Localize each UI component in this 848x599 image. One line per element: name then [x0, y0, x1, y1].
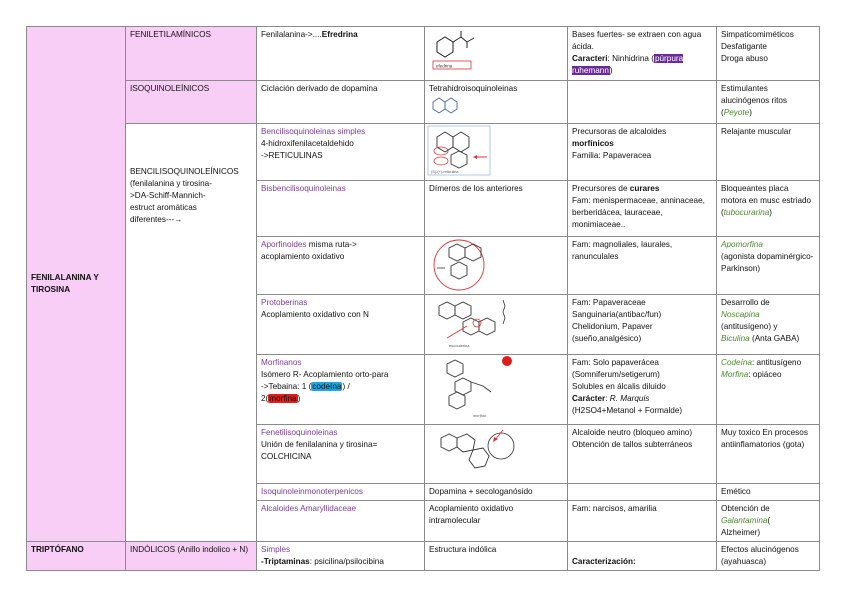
codeina-text: Codeína	[721, 358, 752, 367]
cell-structure	[425, 27, 568, 81]
origin-line: Isómero R- Acoplamiento orto-para	[261, 370, 389, 379]
subgroup-label: FENILETILAMÍNICOS	[130, 30, 211, 39]
cell-origin	[257, 237, 425, 295]
effect-2: Desfatigante	[721, 42, 767, 51]
efedrina-label: efedrina	[436, 63, 453, 69]
cell-structure	[425, 355, 568, 425]
cell-properties	[568, 181, 717, 237]
red-dot-icon	[502, 356, 512, 366]
origin-line: COLCHICINA	[261, 452, 312, 461]
tubocurarina-text: tubocurarina	[723, 208, 770, 217]
cell-origin	[257, 542, 425, 571]
origin-text: Fenilalanina->....	[261, 30, 322, 39]
cell-effects	[717, 295, 820, 355]
structure-text: Dímeros de los anteriores	[429, 184, 523, 193]
subgroup-line: diferentes---→	[130, 215, 183, 224]
origin-text: misma ruta->	[306, 240, 357, 249]
cell-effects	[717, 237, 820, 295]
effect-text: : opiáceo	[748, 370, 782, 379]
properties-text: Alcaloide neutro (bloqueo amino) Obtención de tallos subterráneos	[572, 428, 693, 449]
cell-effects	[717, 484, 820, 501]
cell-properties	[568, 124, 717, 181]
origin-line: Acoplamiento oxidativo con N	[261, 310, 369, 319]
effect-text: (agonista dopaminérgico-Parkinson)	[721, 252, 814, 273]
origin-text: )	[297, 394, 301, 403]
biculina-text: Biculina	[721, 334, 750, 343]
subgroup-line: estruct aromáticas	[130, 203, 197, 212]
class-title: Morfinanos	[261, 358, 302, 367]
colon: :	[605, 394, 610, 403]
cell-structure	[425, 237, 568, 295]
properties-line: Sanguinaria(antibac/fun)	[572, 310, 662, 319]
effect-text: Desarrollo de	[721, 298, 770, 307]
cell-effects	[717, 355, 820, 425]
effect-text: Emético	[721, 487, 751, 496]
properties-text: Precursores de	[572, 184, 630, 193]
effect-text: (antitusígeno) y	[721, 322, 778, 331]
cell-structure	[425, 542, 568, 571]
galantamina-text: Galantamina	[721, 516, 768, 525]
origin-line: ->RETICULINAS	[261, 151, 323, 160]
cell-properties	[568, 295, 717, 355]
cell-effects	[717, 27, 820, 81]
noscapina-text: Noscapina	[721, 310, 760, 319]
effect-text: Bloqueantes placa motora en musc estriado (	[721, 184, 812, 217]
cell-origin	[257, 81, 425, 124]
row-isoquinoleinicos	[27, 81, 820, 124]
origin-product: Efredrina	[321, 30, 358, 39]
familia-text: Fam: narcisos, amarilia	[572, 504, 657, 513]
subgroup-line: >DA-Schiff-Mannich-	[130, 191, 206, 200]
escoulerina-structure	[427, 296, 511, 350]
apomorfina-text: Apomorfina	[721, 240, 763, 249]
curares-text: curares	[629, 184, 660, 193]
marquis-text: R. Marquis	[609, 394, 650, 403]
cell-properties	[568, 501, 717, 542]
triptaminas-label: -Triptaminas	[261, 557, 310, 566]
purpura-highlight: púrpura ruhemann	[572, 54, 684, 75]
cell-properties	[568, 27, 717, 81]
caracteri-label: Caracteri	[572, 54, 608, 63]
subgroup-indolicos	[126, 542, 257, 571]
properties-text: Fam: Solo papaverácea (Somniferum/setigerum)	[572, 358, 660, 379]
close-paren: )	[749, 108, 752, 117]
properties-line: Precursoras de alcaloides	[572, 127, 667, 136]
class-title: Bencilisoquinoleinas simples	[261, 127, 366, 136]
cell-structure	[425, 501, 568, 542]
row-triptofano	[27, 542, 820, 571]
cell-effects	[717, 425, 820, 484]
group-label: FENILALANINA Y TIROSINA	[31, 273, 99, 294]
codeina-highlight: codeína	[312, 382, 342, 391]
structure-text: Acoplamiento oxidativo intramolecular	[429, 504, 514, 525]
reticulina-caption: (S)-(+)-reticulina	[431, 170, 459, 174]
cell-origin	[257, 181, 425, 237]
cell-properties	[568, 484, 717, 501]
origin-line: Unión de fenilalanina y tirosina=	[261, 440, 378, 449]
effect-text: Muy toxico En procesos antiinflamatorios (gota)	[721, 428, 808, 449]
aporfina-structure	[427, 238, 497, 292]
cell-structure	[425, 295, 568, 355]
origin-text: ->Tebaina: 1 (	[261, 382, 312, 391]
cell-effects	[717, 181, 820, 237]
cell-effects	[717, 124, 820, 181]
caracterizacion-label: Caracterización:	[572, 557, 636, 566]
row-feniletilaminicos	[27, 27, 820, 81]
class-title: Protoberinas	[261, 298, 308, 307]
morfina-caption: morfina	[473, 413, 487, 418]
cell-origin	[257, 295, 425, 355]
morfina-highlight: morfina	[269, 394, 297, 403]
cell-structure	[425, 124, 568, 181]
subgroup-label: INDÓLICOS (Anillo indolico + N)	[130, 545, 249, 554]
cell-origin	[257, 484, 425, 501]
reagent-text: (H2SO4+Metanol + Formalde)	[572, 406, 683, 415]
cell-properties	[568, 237, 717, 295]
origin-text: 2(	[261, 394, 269, 403]
properties-line: Solubles en álcalis diluido	[572, 382, 666, 391]
class-title: Isoquinoleinmonoterpenicos	[261, 487, 363, 496]
class-title: Simples	[261, 545, 291, 554]
properties-line: (sueño,analgésico)	[572, 334, 642, 343]
cell-origin	[257, 27, 425, 81]
alkaloid-table	[26, 26, 820, 571]
effect-text: Obtención de	[721, 504, 770, 513]
efedrina-structure	[427, 28, 491, 72]
class-title: Aporfinoides	[261, 240, 307, 249]
cell-properties	[568, 355, 717, 425]
cell-structure	[425, 484, 568, 501]
properties-text: Bases fuertes- se extraen con agua ácida.	[572, 30, 702, 51]
subgroup-isoquinoleinicos	[126, 81, 257, 124]
familia-text: Familia: Papaveracea	[572, 151, 652, 160]
cell-effects	[717, 81, 820, 124]
peyote-text: Peyote	[723, 108, 750, 117]
caracter-label: Carácter	[572, 394, 606, 403]
group-triptofano	[27, 542, 126, 571]
morfina-structure	[427, 356, 519, 420]
row-bencilisoquinoleinas-simples	[27, 124, 820, 181]
effect-text: Alzheimer)	[721, 528, 761, 537]
class-title: Bisbencilisoquinoleinas	[261, 184, 346, 193]
cell-structure	[425, 81, 568, 124]
subgroup-label: ISOQUINOLEÍNICOS	[130, 84, 210, 93]
origin-text: ) /	[342, 382, 350, 391]
subgroup-bencilisoquinoleinicos	[126, 124, 257, 542]
subgroup-feniletilaminicos	[126, 27, 257, 81]
structure-text: Estructura indólica	[429, 545, 497, 554]
group-label: TRIPTÓFANO	[31, 545, 84, 554]
familia-text: Fam: menispermaceae, anninaceae, berberidácea, lauraceae, monimiaceae..	[572, 196, 705, 229]
close-paren: )	[769, 208, 772, 217]
structure-text: Dopamina + secologanósido	[429, 487, 533, 496]
effect-text: : antitusígeno	[751, 358, 802, 367]
effect-1: Simpaticomiméticos	[721, 30, 794, 39]
effect-text: (Anta GABA)	[749, 334, 800, 343]
class-title: Alcaloides Amaryllidaceae	[261, 504, 357, 513]
cell-origin	[257, 501, 425, 542]
cell-effects	[717, 501, 820, 542]
cell-effects	[717, 542, 820, 571]
properties-line: Fam: Papaveraceae	[572, 298, 646, 307]
cell-structure	[425, 181, 568, 237]
effect-text: Relajante muscular	[721, 127, 792, 136]
effect-3: Droga abuso	[721, 54, 768, 63]
cell-origin	[257, 124, 425, 181]
reticulina-structure	[427, 125, 497, 177]
open-paren: (	[767, 516, 771, 525]
class-title: Fenetilisoquinoleinas	[261, 428, 338, 437]
properties-line: Chelidonium, Papaver	[572, 322, 653, 331]
close-paren: )	[609, 66, 613, 75]
familia-text: Fam: magnoliales, laurales, ranunculales	[572, 240, 673, 261]
group-fenilalanina-tirosina	[27, 27, 126, 542]
cell-properties	[568, 425, 717, 484]
morfinicos-text: morfínicos	[572, 139, 614, 148]
isoquinoline-structure	[429, 95, 489, 117]
ninhidrina-text: : Ninhidrina (	[607, 54, 654, 63]
cell-properties	[568, 81, 717, 124]
cell-origin	[257, 425, 425, 484]
cell-origin	[257, 355, 425, 425]
origin-text: Ciclación derivado de dopamina	[261, 84, 378, 93]
cell-structure	[425, 425, 568, 484]
effect-text: Estimulantes alucinógenos ritos (	[721, 84, 787, 117]
escoulerina-caption: escoulerina	[449, 343, 470, 348]
origin-line: 4-hidroxifenilacetaldehido	[261, 139, 354, 148]
origin-text: : psicilina/psilocibina	[309, 557, 384, 566]
morfina-text: Morfina	[721, 370, 749, 379]
effect-text: Efectos alucinógenos (ayahuasca)	[721, 545, 799, 566]
subgroup-title: BENCILISOQUINOLEÍNICOS	[130, 167, 239, 176]
subgroup-line: (fenilalanina y tirosina-	[130, 179, 212, 188]
origin-line: acoplamiento oxidativo	[261, 252, 345, 261]
structure-text: Tetrahidroisoquinoleinas	[429, 84, 518, 93]
cell-properties	[568, 542, 717, 571]
colchicina-structure	[427, 426, 527, 480]
